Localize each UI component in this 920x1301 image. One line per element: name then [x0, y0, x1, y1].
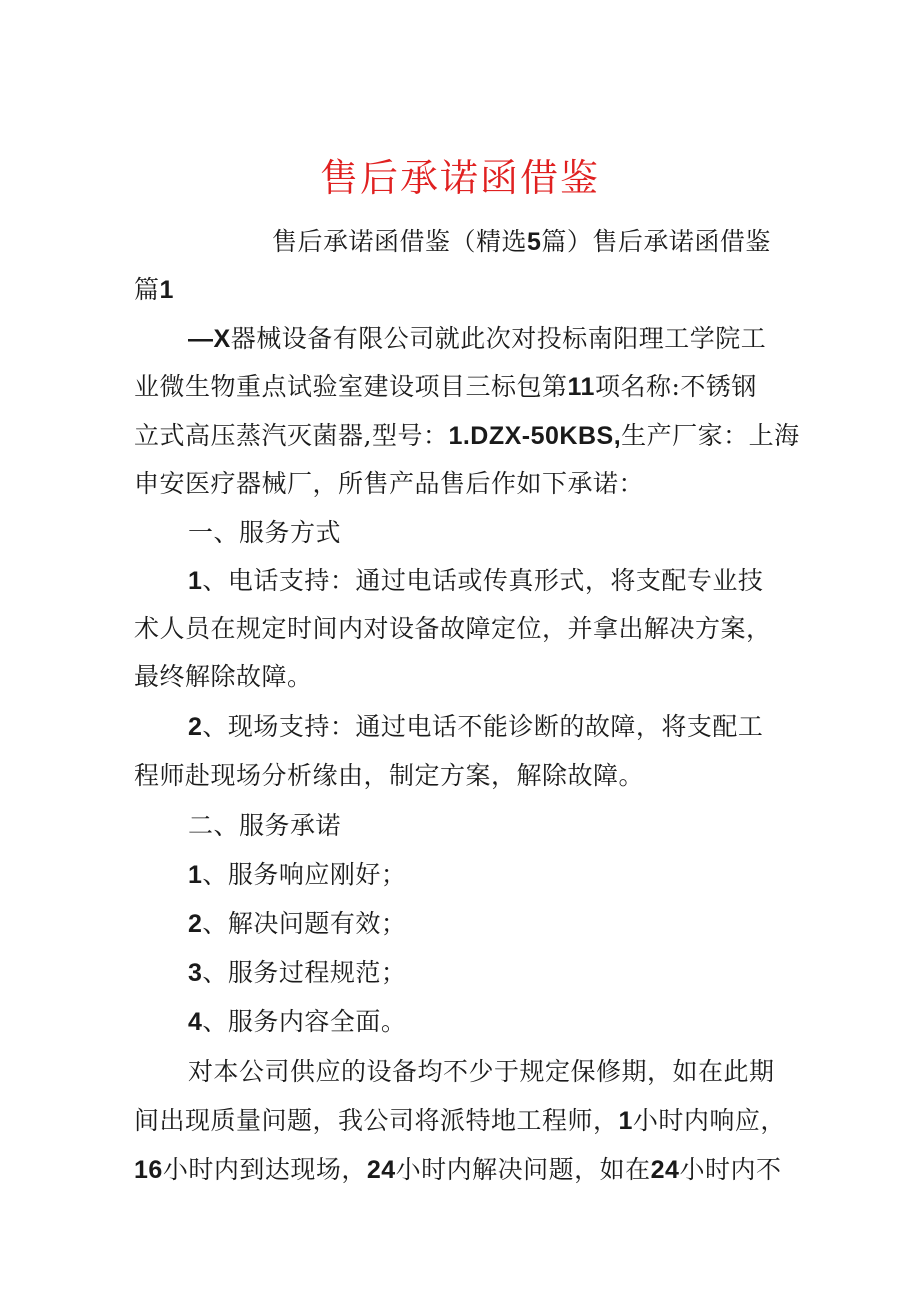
- list-item: [188, 709, 848, 745]
- body-text: 、现场支持：通过电话不能诊断的故障，将支配工: [202, 712, 764, 741]
- bold-number-text: 1: [188, 567, 203, 595]
- bold-number-text: 24: [366, 1156, 396, 1184]
- document-title: 售后承诺函借鉴: [319, 156, 600, 200]
- list-item-continued: [134, 611, 794, 647]
- intro-line-continued: [134, 272, 794, 308]
- bold-number-text: 16: [134, 1156, 163, 1184]
- body-text: 、解决问题有效；: [202, 909, 407, 938]
- bold-number-text: 1: [618, 1107, 633, 1135]
- body-text: 立式高压蒸汽灭菌器,型号：: [134, 421, 449, 450]
- paragraph-line: [134, 466, 794, 502]
- section-heading: [188, 515, 848, 551]
- body-text: 二、服务承诺: [188, 811, 342, 840]
- list-item-continued: [134, 758, 794, 794]
- body-text: 器械设备有限公司就此次对投标南阳理工学院工: [230, 324, 767, 353]
- bold-number-text: 4: [188, 1008, 203, 1036]
- paragraph-line: [188, 321, 848, 357]
- paragraph-line: [188, 1054, 848, 1090]
- body-text: 对本公司供应的设备均不少于规定保修期，如在此期: [188, 1057, 775, 1086]
- bold-number-text: 1.DZX-50KBS,: [448, 422, 622, 450]
- bold-number-text: 3: [188, 959, 203, 987]
- body-text: 、电话支持：通过电话或传真形式，将支配专业技: [202, 566, 764, 595]
- body-text: 售后承诺函借鉴（精选: [272, 227, 528, 256]
- section-heading: [188, 808, 848, 844]
- bold-number-text: 2: [188, 713, 203, 741]
- body-text: 最终解除故障。: [134, 662, 313, 691]
- body-text: 、服务过程规范；: [202, 958, 407, 987]
- body-text: 项名称:不锈钢: [594, 372, 757, 401]
- bold-number-text: 2: [188, 910, 203, 938]
- body-text: 篇: [134, 275, 160, 304]
- bold-number-text: —X: [188, 325, 231, 353]
- list-item: [188, 1004, 848, 1040]
- body-text: 间出现质量问题，我公司将派特地工程师，: [134, 1106, 619, 1135]
- body-text: 程师赴现场分析缘由，制定方案，解除故障。: [134, 761, 645, 790]
- body-text: 生产厂家：上海: [621, 421, 800, 450]
- list-item: [188, 563, 848, 599]
- body-text: 小时内解决问题，如在: [395, 1155, 651, 1184]
- body-text: 小时内不: [679, 1155, 782, 1184]
- list-item-continued: [134, 659, 794, 695]
- list-item: [188, 906, 848, 942]
- paragraph-line: [134, 1103, 794, 1139]
- body-text: 、服务内容全面。: [202, 1007, 407, 1036]
- bold-number-text: 24: [650, 1156, 680, 1184]
- body-text: 一、服务方式: [188, 518, 342, 547]
- intro-line: [272, 224, 920, 260]
- list-item: [188, 955, 848, 991]
- paragraph-line: [134, 418, 800, 454]
- bold-number-text: 11: [567, 373, 595, 401]
- body-text: 篇）售后承诺函借鉴: [541, 227, 771, 256]
- bold-number-text: 5: [527, 228, 542, 256]
- body-text: 、服务响应刚好；: [202, 860, 407, 889]
- body-text: 小时内响应，: [632, 1106, 786, 1135]
- body-text: 申安医疗器械厂，所售产品售后作如下承诺：: [134, 469, 645, 498]
- paragraph-line: [134, 369, 794, 405]
- body-text: 业微生物重点试验室建设项目三标包第: [134, 372, 568, 401]
- body-text: 术人员在规定时间内对设备故障定位，并拿出解决方案，: [134, 614, 772, 643]
- body-text: 小时内到达现场，: [162, 1155, 367, 1184]
- bold-number-text: 1: [159, 276, 174, 304]
- paragraph-line: [134, 1152, 794, 1188]
- list-item: [188, 857, 848, 893]
- bold-number-text: 1: [188, 861, 203, 889]
